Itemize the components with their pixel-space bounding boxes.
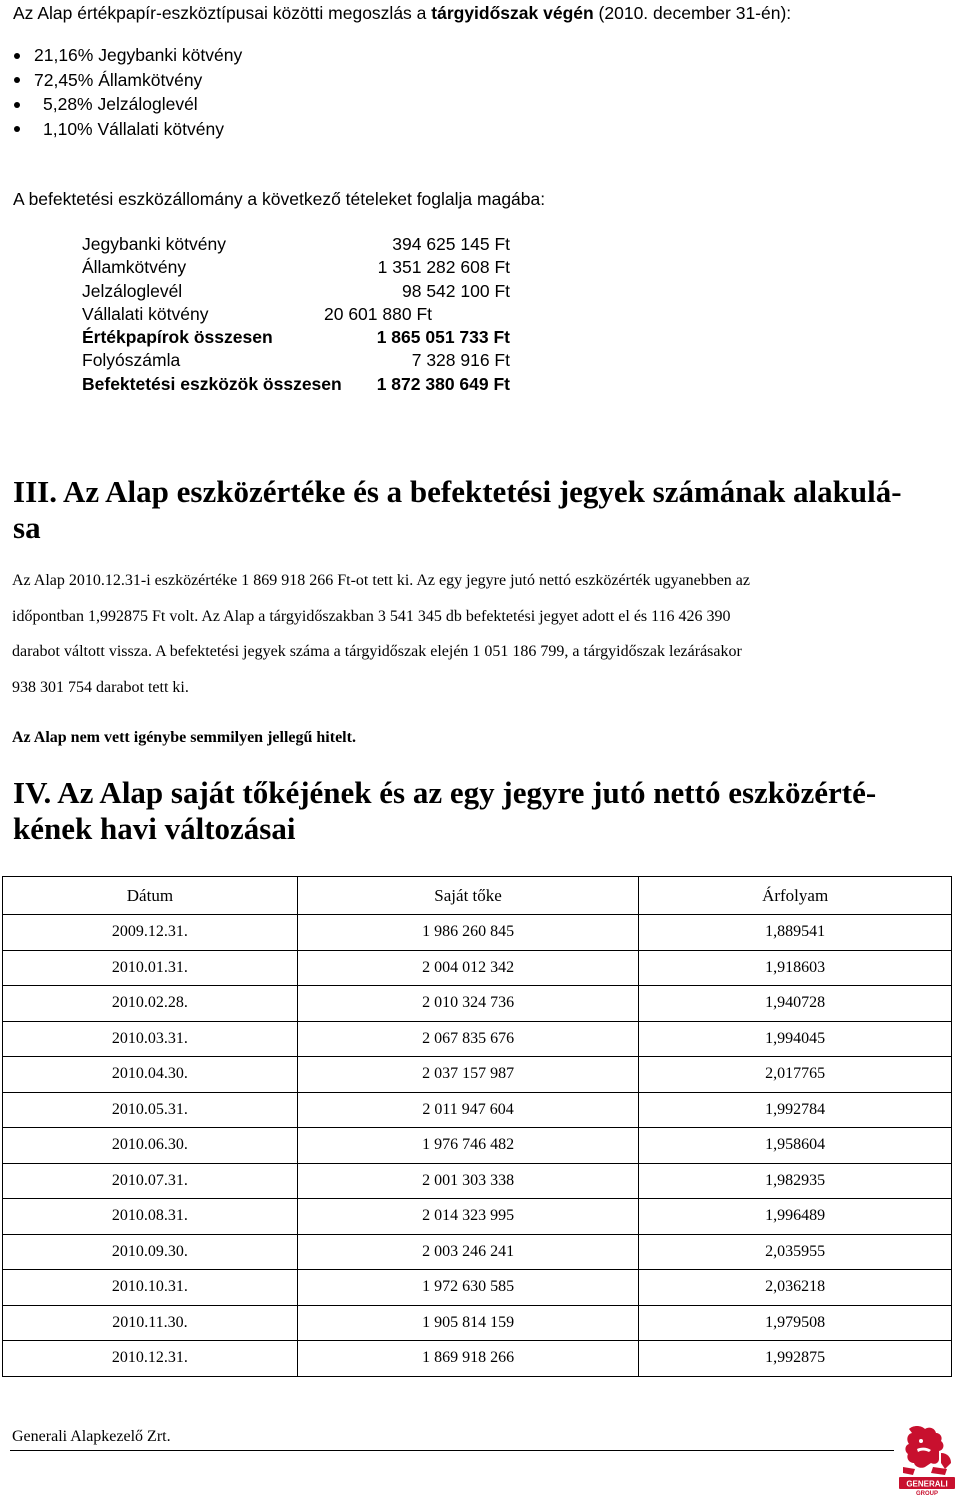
cell-price: 1,982935 — [639, 1163, 952, 1199]
cell-price: 2,017765 — [639, 1057, 952, 1093]
holding-label: Államkötvény — [82, 257, 187, 278]
bullet-icon — [14, 53, 20, 59]
cell-equity: 2 011 947 604 — [297, 1092, 638, 1128]
holding-value: 20 601 880 Ft — [324, 303, 432, 324]
allocation-label: Államkötvény — [98, 69, 203, 90]
holding-label: Jegybanki kötvény — [82, 234, 226, 254]
cell-price: 1,889541 — [639, 915, 952, 951]
cell-date: 2010.08.31. — [3, 1199, 298, 1235]
footer-divider — [10, 1450, 894, 1451]
cell-date: 2010.03.31. — [3, 1021, 298, 1057]
holding-row — [82, 373, 522, 396]
cell-price: 1,994045 — [639, 1021, 952, 1057]
section-3-paragraph: Az Alap 2010.12.31-i eszközértéke 1 869 918 266 Ft-ot tett ki. Az egy jegyre jutó nettó eszközérték ugyanebben az időpontban 1,992875 Ft volt. Az Alap a tárgyidőszakban 3 541 345 db befektetési jegyet adott el és 116 426 390 darabot váltott vissza. A befektetési jegyek száma a tárgyidőszak elején 1 051 186 799, a tárgyidőszak lezárásakor 938 301 754 darabot tett ki. — [12, 572, 751, 697]
table-row — [3, 1234, 952, 1270]
cell-equity: 2 037 157 987 — [297, 1057, 638, 1093]
allocation-percent: 1,10% — [43, 118, 93, 139]
holding-label: Befektetési eszközök összesen — [82, 373, 342, 394]
cell-date: 2010.11.30. — [3, 1305, 298, 1341]
cell-date: 2010.06.30. — [3, 1128, 298, 1164]
allocation-item — [14, 92, 263, 117]
table-row — [3, 986, 952, 1022]
cell-price: 1,979508 — [639, 1305, 952, 1341]
credit-note: Az Alap nem vett igénybe semmilyen jellegű hitelt. — [12, 729, 356, 746]
cell-equity: 1 905 814 159 — [297, 1305, 638, 1341]
table-row — [3, 950, 952, 986]
cell-equity: 2 067 835 676 — [297, 1021, 638, 1057]
header-equity: Saját tőke — [297, 877, 638, 915]
allocation-label: Jelzáloglevél — [97, 94, 198, 115]
cell-date: 2010.09.30. — [3, 1234, 298, 1270]
cell-equity: 2 014 323 995 — [297, 1199, 638, 1235]
cell-date: 2010.12.31. — [3, 1341, 298, 1377]
holding-row — [82, 326, 522, 349]
table-row — [3, 1305, 952, 1341]
cell-date: 2010.07.31. — [3, 1163, 298, 1199]
holding-value: 1 872 380 649 Ft — [376, 373, 510, 394]
cell-date: 2010.10.31. — [3, 1270, 298, 1306]
allocation-list — [14, 43, 263, 141]
table-row — [3, 1341, 952, 1377]
section-3-title: III. Az Alap eszközértéke és a befektetési jegyek számának alakulá- sa — [13, 474, 902, 545]
holding-value: 98 542 100 Ft — [402, 280, 510, 301]
footer-company: Generali Alapkezelő Zrt. — [12, 1428, 171, 1445]
holding-row — [82, 233, 522, 256]
table-row — [3, 1092, 952, 1128]
holding-row — [82, 280, 522, 303]
cell-date: 2010.02.28. — [3, 986, 298, 1022]
cell-equity: 2 003 246 241 — [297, 1234, 638, 1270]
cell-date: 2010.05.31. — [3, 1092, 298, 1128]
allocation-heading: Az Alap értékpapír-eszköztípusai közötti megoszlás a tárgyidőszak végén (2010. december 31-én): — [13, 3, 792, 23]
cell-equity: 1 986 260 845 — [297, 915, 638, 951]
table-row — [3, 1021, 952, 1057]
table-row — [3, 1163, 952, 1199]
allocation-item — [14, 43, 263, 68]
allocation-percent: 72,45% — [34, 69, 94, 90]
table-row — [3, 1057, 952, 1093]
holding-label: Jelzáloglevél — [82, 280, 183, 301]
cell-equity: 1 976 746 482 — [297, 1128, 638, 1164]
logo-subtext: GROUP — [915, 1491, 939, 1497]
allocation-percent: 5,28% — [43, 94, 93, 115]
table-row — [3, 1128, 952, 1164]
cell-price: 2,035955 — [639, 1234, 952, 1270]
header-price: Árfolyam — [639, 877, 952, 915]
section-4-title: IV. Az Alap saját tőkéjének és az egy jegyre jutó nettó eszközérté- kének havi változásai — [13, 775, 877, 846]
cell-price: 1,992875 — [639, 1341, 952, 1377]
allocation-label: Jegybanki kötvény — [98, 45, 243, 65]
header-date: Dátum — [3, 877, 298, 915]
table-header-row — [3, 877, 952, 915]
holdings-list — [82, 233, 522, 396]
holding-value: 1 351 282 608 Ft — [377, 257, 510, 278]
table-row — [3, 915, 952, 951]
cell-price: 1,958604 — [639, 1128, 952, 1164]
holding-row — [82, 256, 522, 279]
table-row — [3, 1199, 952, 1235]
holding-row — [82, 349, 522, 372]
holding-label: Értékpapírok összesen — [82, 327, 273, 348]
generali-logo — [895, 1423, 959, 1497]
cell-equity: 1 869 918 266 — [297, 1341, 638, 1377]
bullet-icon — [14, 77, 20, 83]
cell-date: 2010.04.30. — [3, 1057, 298, 1093]
holding-label: Folyószámla — [82, 350, 181, 371]
cell-date: 2010.01.31. — [3, 950, 298, 986]
cell-price: 1,918603 — [639, 950, 952, 986]
cell-price: 1,996489 — [639, 1199, 952, 1235]
allocation-percent: 21,16% — [34, 45, 94, 65]
logo-wordmark: GENERALI — [906, 1479, 948, 1489]
cell-equity: 2 004 012 342 — [297, 950, 638, 986]
holding-value: 394 625 145 Ft — [392, 234, 510, 254]
allocation-item — [14, 117, 263, 142]
table-row — [3, 1270, 952, 1306]
monthly-nav-table — [2, 876, 952, 1377]
allocation-label: Vállalati kötvény — [97, 118, 224, 139]
allocation-item — [14, 68, 263, 93]
cell-price: 2,036218 — [639, 1270, 952, 1306]
holding-row — [82, 303, 522, 326]
bullet-icon — [14, 102, 20, 108]
cell-equity: 1 972 630 585 — [297, 1270, 638, 1306]
cell-price: 1,992784 — [639, 1092, 952, 1128]
cell-price: 1,940728 — [639, 986, 952, 1022]
holding-value: 1 865 051 733 Ft — [376, 327, 510, 348]
holding-label: Vállalati kötvény — [82, 303, 209, 324]
cell-date: 2009.12.31. — [3, 915, 298, 951]
holding-value: 7 328 916 Ft — [411, 350, 510, 371]
bullet-icon — [14, 126, 20, 132]
cell-equity: 2 001 303 338 — [297, 1163, 638, 1199]
cell-equity: 2 010 324 736 — [297, 986, 638, 1022]
holdings-intro: A befektetési eszközállomány a következő tételeket foglalja magába: — [13, 189, 546, 209]
